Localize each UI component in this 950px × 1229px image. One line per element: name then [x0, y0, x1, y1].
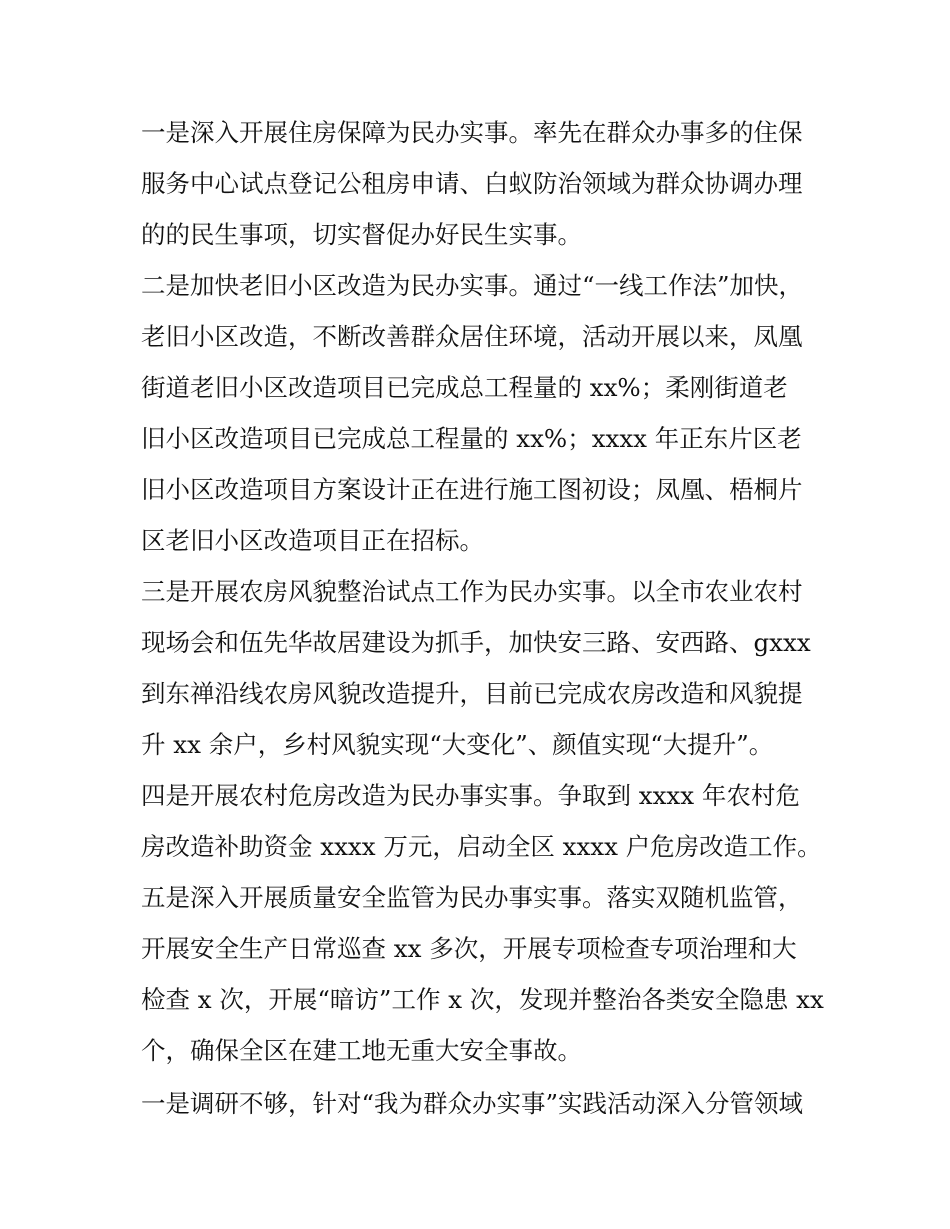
- body-text: [141, 107, 824, 1129]
- text-line: 现场会和伍先华故居建设为抓手，加快安三路、安西路、gxxx: [141, 628, 811, 657]
- text-line: 检查 x 次，开展“暗访”工作 x 次，发现并整治各类安全隐患 xx: [141, 985, 824, 1014]
- text-line: 旧小区改造项目已完成总工程量的 xx%；xxxx 年正东片区老: [141, 424, 802, 453]
- text-line: 房改造补助资金 xxxx 万元，启动全区 xxxx 户危房改造工作。: [141, 832, 822, 861]
- text-line: 旧小区改造项目方案设计正在进行施工图初设；凤凰、梧桐片: [141, 475, 803, 504]
- text-line: 三是开展农房风貌整治试点工作为民办实事。以全市农业农村: [141, 577, 803, 606]
- text-line: 服务中心试点登记公租房申请、白蚁防治领域为群众协调办理: [141, 169, 803, 198]
- text-line: 到东禅沿线农房风貌改造提升，目前已完成农房改造和风貌提: [141, 679, 803, 708]
- text-line: 的的民生事项，切实督促办好民生实事。: [141, 220, 582, 249]
- text-line: 老旧小区改造，不断改善群众居住环境，活动开展以来，凤凰: [141, 322, 803, 351]
- text-line: 二是加快老旧小区改造为民办实事。通过“一线工作法”加快，: [141, 271, 804, 300]
- text-line: 街道老旧小区改造项目已完成总工程量的 xx%；柔刚街道老: [141, 373, 788, 402]
- text-line: 一是调研不够，针对“我为群众办实事”实践活动深入分管领域: [141, 1089, 804, 1118]
- text-line: 开展安全生产日常巡查 xx 多次，开展专项检查专项治理和大: [141, 934, 797, 963]
- text-line: 区老旧小区改造项目正在招标。: [141, 526, 484, 555]
- text-line: 个，确保全区在建工地无重大安全事故。: [141, 1036, 582, 1065]
- text-line: 四是开展农村危房改造为民办事实事。争取到 xxxx 年农村危: [141, 781, 800, 810]
- text-line: 一是深入开展住房保障为民办实事。率先在群众办事多的住保: [141, 118, 803, 147]
- text-line: 升 xx 余户，乡村风貌实现“大变化”、颜值实现“大提升”。: [141, 730, 774, 759]
- text-line: 五是深入开展质量安全监管为民办事实事。落实双随机监管，: [141, 883, 803, 912]
